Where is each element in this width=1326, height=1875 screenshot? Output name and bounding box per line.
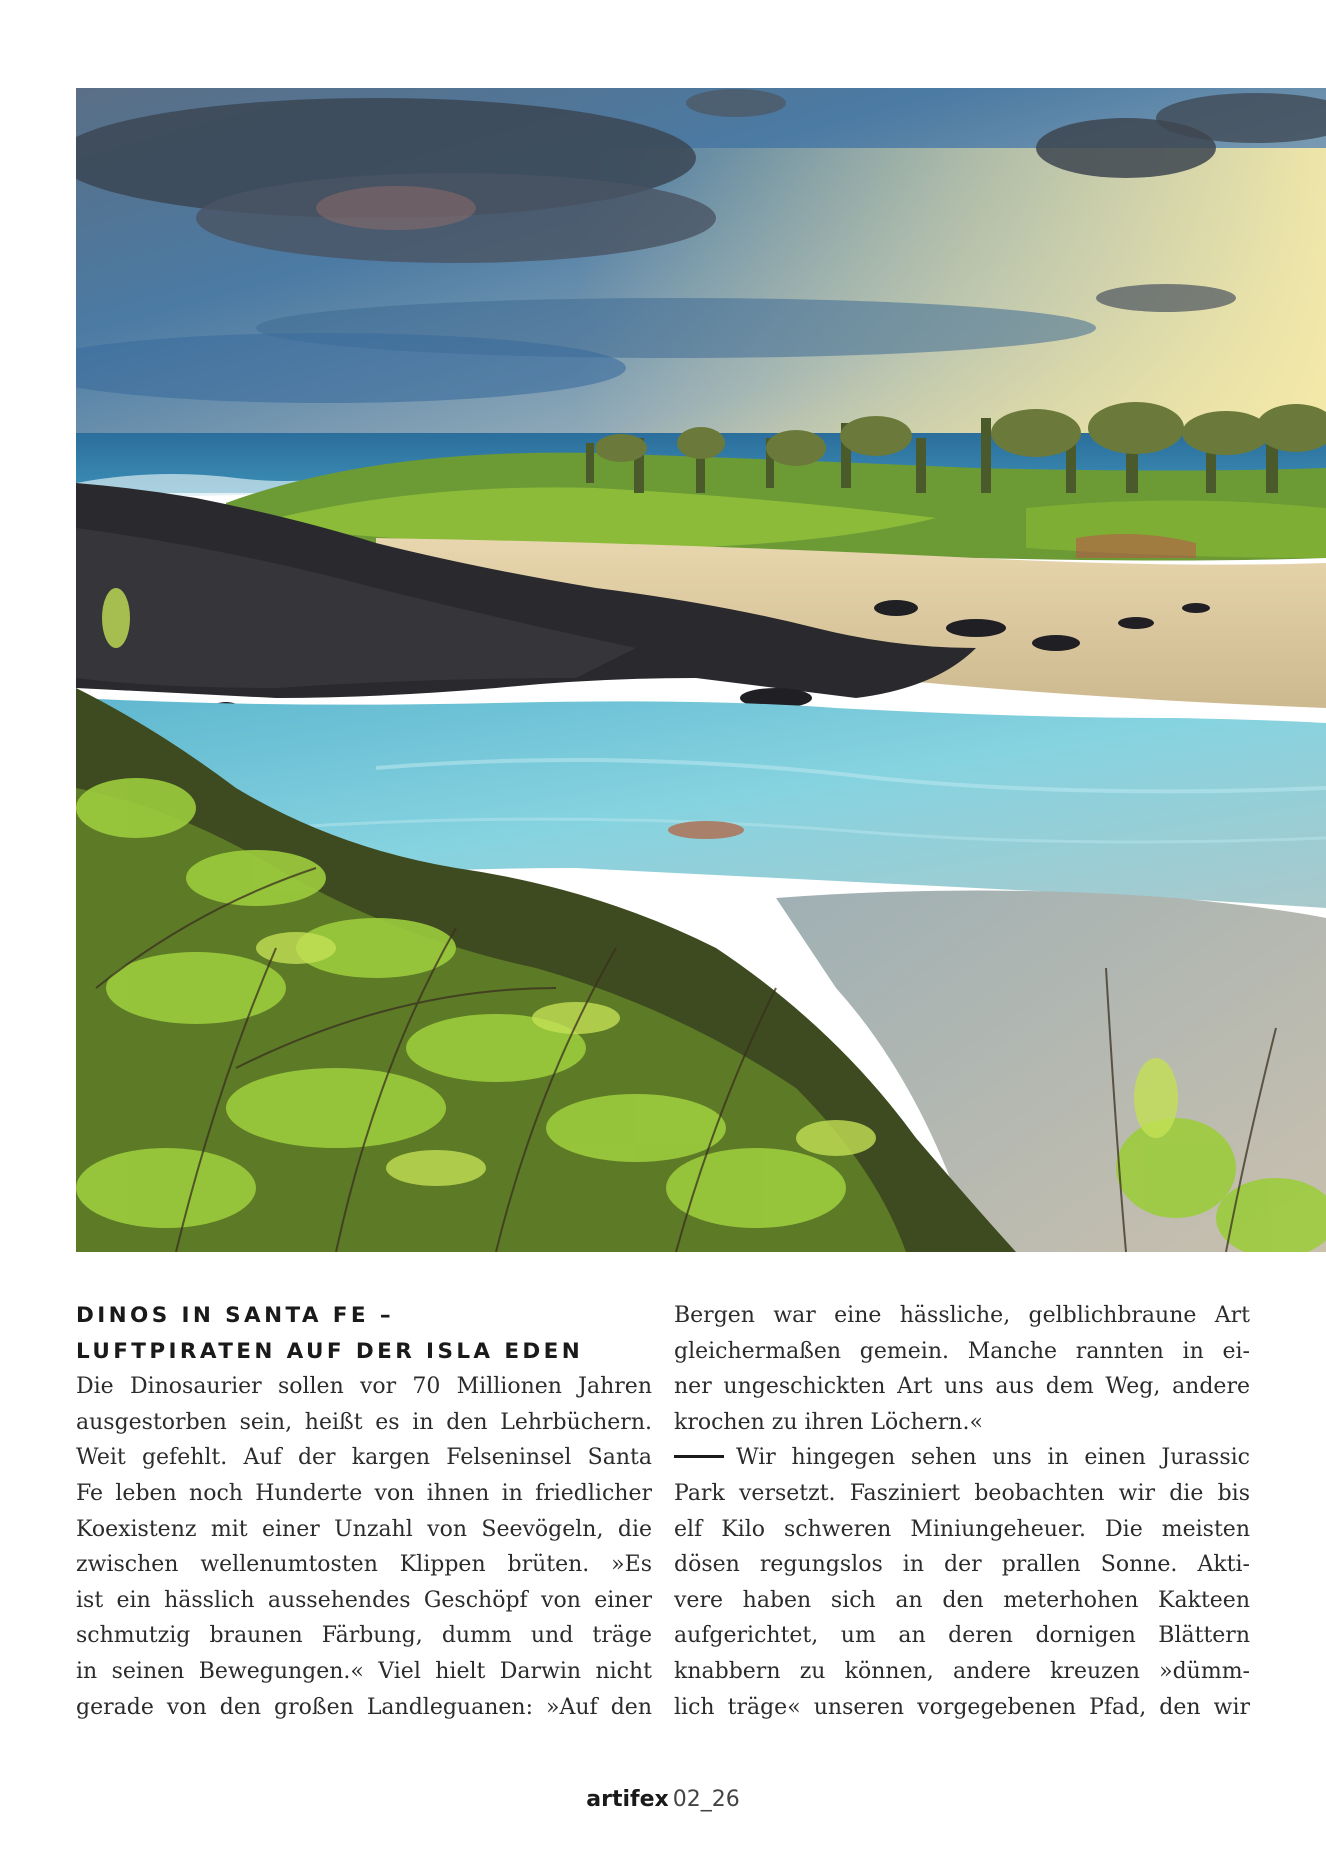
body-line: ist ein hässlich aussehendes Geschöpf von einer (76, 1587, 652, 1613)
body-line: elf Kilo schweren Miniungeheuer. Die meisten (674, 1516, 1250, 1542)
body-line: in seinen Bewegungen.« Viel hielt Darwin nicht (76, 1658, 652, 1684)
body-line: ner ungeschickten Art uns aus dem Weg, andere (674, 1374, 1250, 1400)
body-line: schmutzig braunen Färbung, dumm und träge (76, 1623, 652, 1649)
article-column-left (76, 1298, 652, 1725)
body-line: Die Dinosaurier sollen vor 70 Millionen Jahren (76, 1374, 652, 1400)
issue-page-number: 02_26 (672, 1787, 740, 1812)
body-line: krochen zu ihren Löchern.« (674, 1409, 983, 1435)
body-line: gleichermaßen gemein. Manche rannten in ei- (674, 1338, 1250, 1364)
section-heading-line-2: LUFTPIRATEN AUF DER ISLA EDEN (76, 1338, 584, 1364)
galapagos-coast-image (76, 88, 1326, 1252)
body-line: knabbern zu können, andere kreuzen »dümm- (674, 1658, 1250, 1684)
body-line: Wir hingegen sehen uns in einen Jurassic (736, 1445, 1250, 1471)
body-line: aufgerichtet, um an deren dornigen Blättern (674, 1623, 1250, 1649)
page-footer (0, 1787, 1326, 1812)
magazine-brand: artifex (586, 1787, 669, 1812)
paragraph-start-line (674, 1440, 1250, 1476)
body-line: gerade von den großen Landleguanen: »Auf den (76, 1694, 652, 1720)
body-line: vere haben sich an den meterhohen Kakteen (674, 1587, 1250, 1613)
body-line: dösen regungslos in der prallen Sonne. Akti- (674, 1552, 1250, 1578)
article-column-right (674, 1298, 1250, 1725)
body-line: Koexistenz mit einer Unzahl von Seevögeln, die (76, 1516, 652, 1542)
body-line: Park versetzt. Fasziniert beobachten wir die bis (674, 1480, 1250, 1506)
landscape-photo (76, 88, 1326, 1252)
body-line: Fe leben noch Hunderte von ihnen in friedlicher (76, 1480, 652, 1506)
paragraph-rule (674, 1455, 724, 1458)
section-heading-line-1: DINOS IN SANTA FE – (76, 1303, 395, 1328)
body-line: lich träge« unseren vorgegebenen Pfad, den wir (674, 1694, 1250, 1720)
body-line: ausgestorben sein, heißt es in den Lehrbüchern. (76, 1409, 652, 1435)
body-line: Weit gefehlt. Auf der kargen Felseninsel Santa (76, 1445, 652, 1471)
body-line: Bergen war eine hässliche, gelblichbraune Art (674, 1303, 1250, 1328)
body-line: zwischen wellenumtosten Klippen brüten. »Es (76, 1552, 652, 1578)
